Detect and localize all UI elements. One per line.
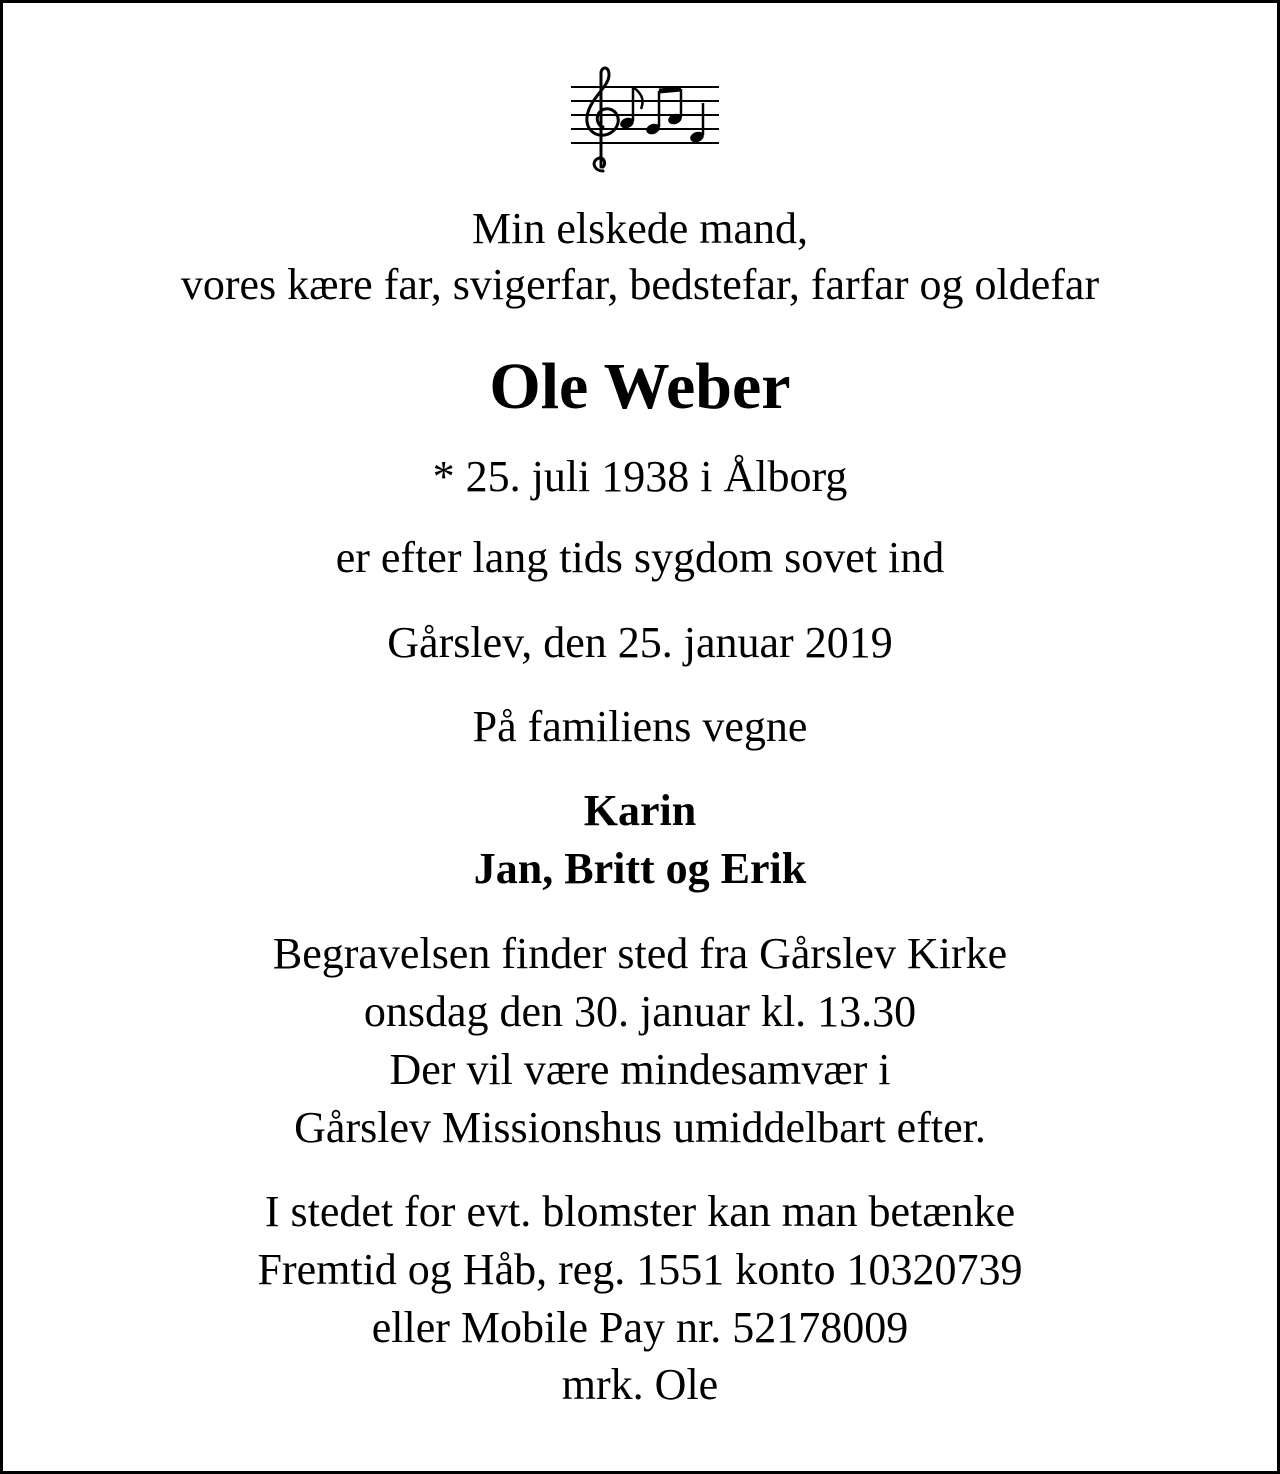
birth-line: * 25. juli 1938 i Ålborg: [432, 452, 848, 501]
donation-line-2: Fremtid og Håb, reg. 1551 konto 10320739: [257, 1245, 1023, 1294]
donation-line-3: eller Mobile Pay nr. 52178009: [371, 1303, 909, 1352]
family-name-2: Jan, Britt og Erik: [473, 844, 807, 893]
passing-statement: er efter lang tids sygdom sovet ind: [335, 533, 945, 582]
family-name-1: Karin: [583, 786, 697, 835]
donation-line-4: mrk. Ole: [561, 1360, 719, 1409]
funeral-line-1: Begravelsen finder sted fra Gårslev Kirke: [272, 929, 1008, 978]
funeral-line-2: onsdag den 30. januar kl. 13.30: [363, 987, 917, 1036]
music-notes-icon: [563, 63, 723, 175]
intro-line-2: vores kære far, svigerfar, bedstefar, farfar og oldefar: [180, 260, 1100, 309]
intro-line-1: Min elskede mand,: [471, 204, 809, 253]
funeral-line-4: Gårslev Missionshus umiddelbart efter.: [294, 1103, 986, 1152]
on-behalf-line: På familiens vegne: [472, 702, 808, 751]
place-date: Gårslev, den 25. januar 2019: [387, 618, 893, 667]
donation-line-1: I stedet for evt. blomster kan man betænke: [264, 1187, 1016, 1236]
funeral-line-3: Der vil være mindesamvær i: [389, 1045, 891, 1094]
deceased-name: Ole Weber: [489, 350, 791, 423]
